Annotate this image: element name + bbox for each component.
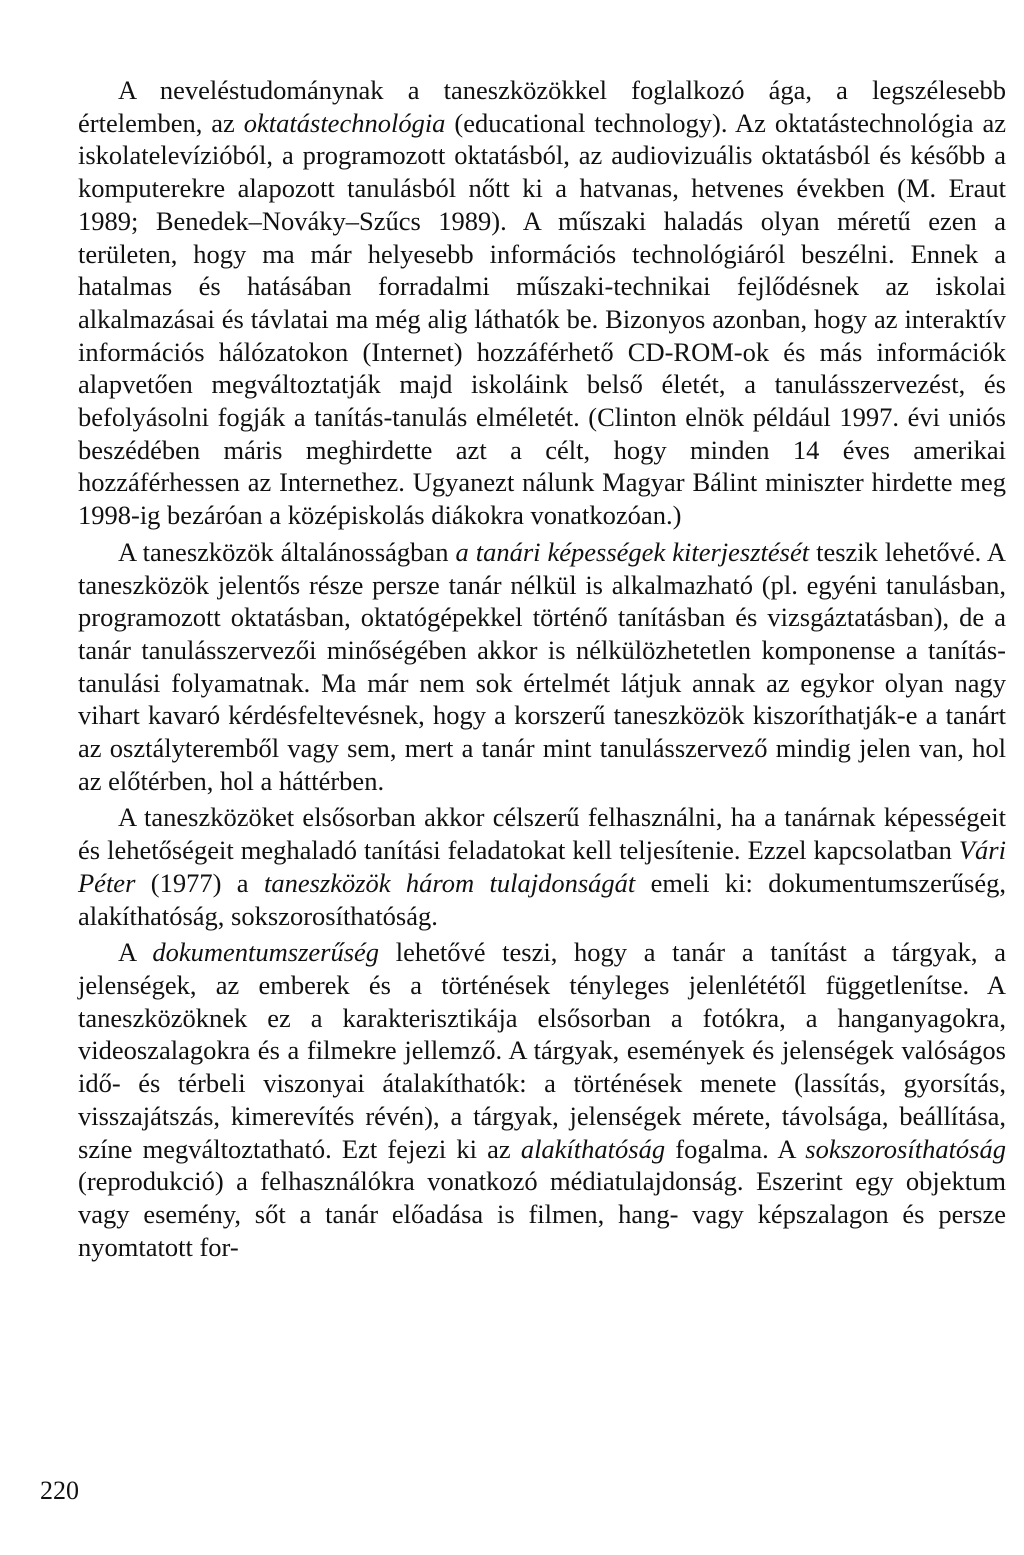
text-segment: lehetővé teszi, hogy a tanár a tanítást a tárgyak, a jelenségek, az emberek és a történések tényleges jelenlététől függetlenítse. A taneszközöknek ez a karakterisztikája elsősorban a fotókra, a hanganyagokra, videoszalagokra és a filmekre jellemző. A tárgyak, események és jelenségek valóságos idő- és térbeli viszonyai átalakíthatók: a történések menete (lassítás, gyorsítás, visszajátszás, kimerevítés révén), a tárgyak, jelenségek mérete, távolsága, beállítása, színe megváltoztatható. Ezt fejezi ki az [78,937,1006,1164]
body-text [78,74,1006,1263]
text-segment: (educational technology). Az oktatástechnológia az iskolatelevízióból, a programozott oktatásból, az audiovizuális oktatásból és később a komputerekre alapozott tanulásból nőtt ki a hatvanas, hetvenes években (M. Eraut 1989; Benedek–Nováky–Szűcs 1989). A műszaki haladás olyan méretű ezen a területen, hogy ma már helyesebb információs technológiáról beszélni. Ennek a hatalmas és hatásában forradalmi műszaki-technikai fejlődésnek az iskolai alkalmazásai és távlatai ma még alig láthatók be. Bizonyos azonban, hogy az interaktív információs hálózatokon (Internet) hozzáférhető CD-ROM-ok és más információk alapvetően megváltoztatják majd iskoláink belső életét, a tanulásszervezést, és befolyásolni fogják a tanítás-tanulás elméletét. (Clinton elnök például 1997. évi uniós beszédében máris meghirdette azt a célt, hogy minden 14 éves amerikai hozzáférhessen az Internethez. Ugyanezt nálunk Magyar Bálint miniszter hirdette meg 1998-ig bezáróan a középiskolás diákokra vonatkozóan.) [78,107,1006,531]
text-segment: emeli ki: dokumentumszerűség, alakíthatóság, sokszorosíthatóság. [78,867,1006,931]
text-segment: A [118,937,153,968]
paragraph-1 [78,74,1006,532]
paragraph-4 [78,936,1006,1263]
text-segment: A taneszközök általánosságban [118,536,456,567]
italic-term: alakíthatóság [520,1133,666,1164]
page-number: 220 [40,1476,79,1505]
paragraph-3 [78,801,1006,932]
italic-term: dokumentumszerűség [152,937,380,968]
text-segment: (1977) a [135,867,264,898]
italic-term: sokszorosíthatóság [805,1133,1006,1164]
italic-term: taneszközök három tulajdonságát [263,867,636,898]
italic-term: oktatástechnológia [243,107,446,138]
italic-term: a tanári képességek kiterjesztését [455,536,810,567]
text-segment: A neveléstudománynak a taneszközökkel foglalkozó ága, a legszélesebb értelemben, az [78,75,1006,138]
italic-term: Vári Péter [78,835,1006,898]
text-segment: teszik lehetővé. A taneszközök jelentős része persze tanár nélkül is alkalmazható (pl. egyéni tanulásban, programozott oktatásban, oktatógépekkel történő tanításban és vizsgáztatásban), de a tanár tanulásszervezői minőségében akkor is nélkülözhetetlen komponense a tanítás-tanulási folyamatnak. Ma már nem sok értelmét látjuk annak az egykor olyan nagy vihart kavaró kérdésfeltevésnek, hogy a korszerű taneszközök kiszoríthatják-e a tanárt az osztályteremből vagy sem, mert a tanár mint tanulásszervező mindig jelen van, hol az előtérben, hol a háttérben. [78,536,1006,796]
text-segment: fogalma. A [665,1133,806,1164]
text-segment: A taneszközöket elsősorban akkor célszerű felhasználni, ha a tanárnak képességeit és lehetőségeit meghaladó tanítási feladatokat kell teljesítenie. Ezzel kapcsolatban [78,802,1006,866]
text-segment: (reprodukció) a felhasználókra vonatkozó médiatulajdonság. Eszerint egy objektum vagy esemény, sőt a tanár előadása is filmen, hang- vagy képszalagon és persze nyomtatott for- [78,1166,1006,1262]
paragraph-2 [78,536,1006,798]
